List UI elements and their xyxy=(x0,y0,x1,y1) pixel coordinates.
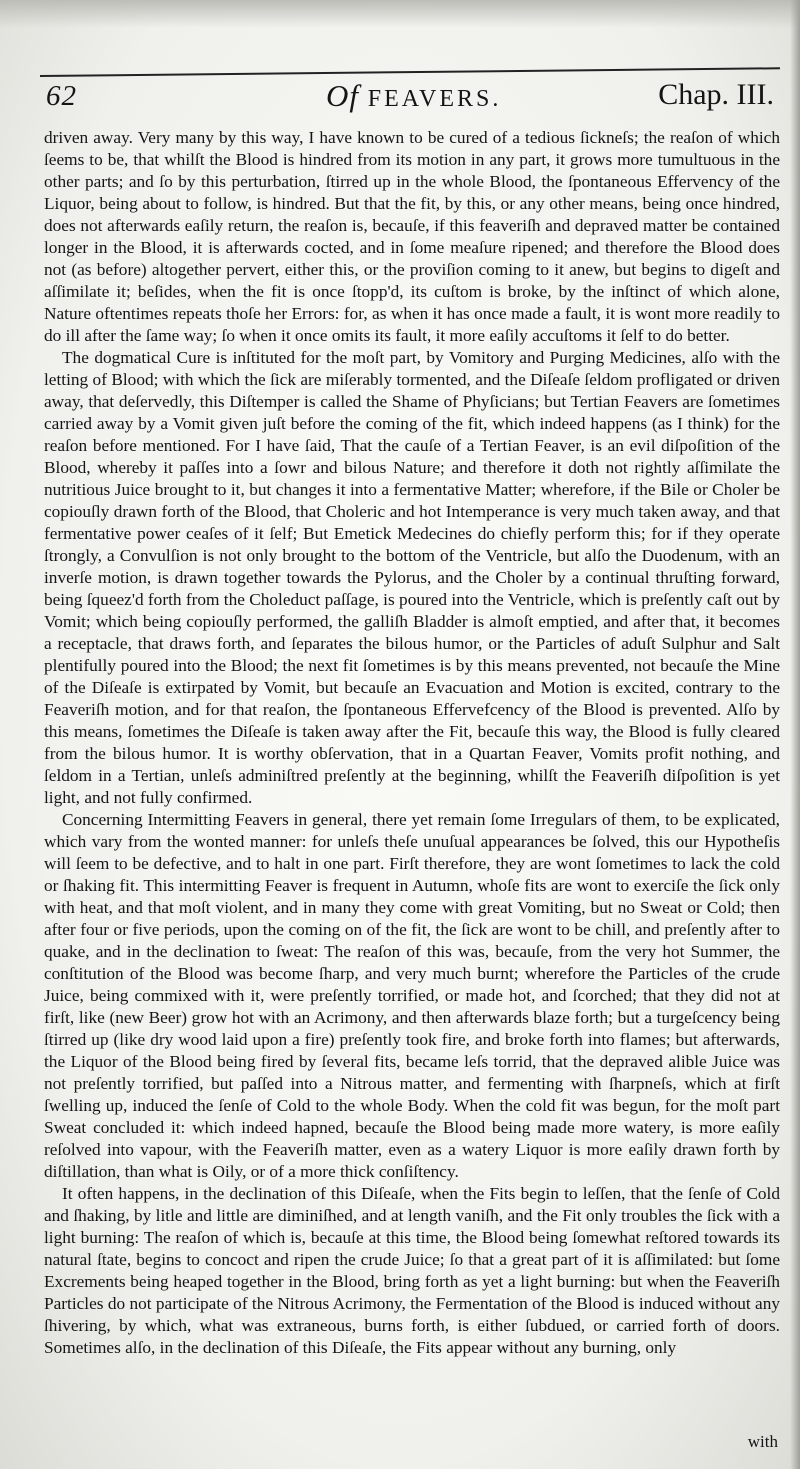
paragraph: The dogmatical Cure is inſtituted for the moſt part, by Vomitory and Purging Medicines, alſo with the letting of Blood; with which the ſick are miſerably tormented, and the Diſeaſe ſeldom profligated or driven away, that deſervedly, this Diſtemper is called the Shame of Phyſicians; but Tertian Feavers are ſometimes carried away by a Vomit given juſt before the coming of the fit, which indeed happens (as I think) for the reaſon before mentioned. For I have ſaid, That the cauſe of a Tertian Feaver, is an evil diſpoſition of the Blood, whereby it paſſes into a ſowr and bilous Nature; and therefore it doth not rightly aſſimilate the nutritious Juice brought to it, but changes it into a fermentative Matter; wherefore, if the Bile or Choler be copiouſly drawn forth of the Blood, that Choleric and hot Intemperance is very much taken away, and that fermentative power ceaſes of it ſelf; But Emetick Medecines do chiefly perform this; for if they operate ſtrongly, a Convulſion is not only brought to the bottom of the Ventricle, but alſo the Duodenum, with an inverſe motion, is drawn together towards the Pylorus, and the Choler by a continual thruſting forward, being ſqueez'd forth from the Choleduct paſſage, is poured into the Ventricle, which is preſently caſt out by Vomit; which being copiouſly performed, the galliſh Bladder is almoſt emptied, and after that, it becomes a receptacle, that draws forth, and ſeparates the bilous humor, or the Particles of aduſt Sulphur and Salt plentifully poured into the Blood; the next fit ſometimes is by this means prevented, not becauſe the Mine of the Diſeaſe is extirpated by Vomit, but becauſe an Evacuation and Motion is excited, contrary to the Feaveriſh motion, and for that reaſon, the ſpontaneous Effervefcency of the Blood is prevented. Alſo by this means, ſometimes the Diſeaſe is taken away after the Fit, becauſe this way, the Blood is fully cleared from the bilous humor. It is worthy obſervation, that in a Quartan Feaver, Vomits profit nothing, and ſeldom in a Tertian, unleſs adminiſtred preſently at the beginning, whilſt the Feaveriſh diſpoſition is yet light, and not fully confirmed. xyxy=(44,348,780,807)
paragraph: It often happens, in the declination of this Diſeaſe, when the Fits begin to leſſen, that the ſenſe of Cold and ſhaking, by litle and little are diminiſhed, and at length vaniſh, and the Fit only troubles the ſick with a light burning: The reaſon of which is, becauſe at this time, the Blood being ſomewhat reſtored towards its natural ſtate, begins to concoct and ripen the crude Juice; ſo that a great part of it is aſſimilated: but ſome Excrements being heaped together in the Blood, bring forth as yet a light burning: but when the Feaveriſh Particles do not participate of the Nitrous Acrimony, the Fermentation of the Blood is induced without any ſhivering, by which, what was extraneous, burns forth, is either ſubdued, or carried forth of doors. Sometimes alſo, in the declination of this Diſeaſe, the Fits appear without any burning, only xyxy=(44,1184,780,1357)
running-title xyxy=(326,78,501,114)
gutter-shadow xyxy=(790,0,800,1469)
paragraph: Concerning Intermitting Feavers in general, there yet remain ſome Irregulars of them, to be explicated, which vary from the wonted manner: for unleſs theſe unuſual appearances be ſolved, this our Hypotheſis will ſeem to be defective, and to halt in one part. Firſt therefore, they are wont ſometimes to lack the cold or ſhaking fit. This intermitting Feaver is frequent in Autumn, whoſe fits are wont to exerciſe the ſick only with heat, and that moſt violent, and in many they come with great Vomiting, but no Sweat or Cold; then after four or five periods, upon the coming on of the fit, the ſick are wont to be chill, and preſently after to quake, and in the declination to ſweat: The reaſon of this was, becauſe, from the very hot Summer, the conſtitution of the Blood was become ſharp, and very much burnt; wherefore the Particles of the crude Juice, being commixed with it, were preſently torrified, or made hot, and ſcorched; that they did not at firſt, like (new Beer) grow hot with an Acrimony, and then afterwards blaze forth; but a turgeſcency being ſtirred up (like dry wood laid upon a fire) preſently took fire, and broke forth into flames; but afterwards, the Liquor of the Blood being fired by ſeveral fits, became leſs torrid, that the depraved alible Juice was not preſently torrified, but paſſed into a Nitrous matter, and fermenting with ſharpneſs, which at firſt ſwelling up, induced the ſenſe of Cold to the whole Body. When the cold fit was begun, for the moſt part Sweat concluded it: which indeed hapned, becauſe the Blood being made more watery, is more eaſily reſolved into vapour, with the Feaveriſh matter, even as a watery Liquor is more eaſily drawn forth by diſtillation, than what is Oily, or of a more thick conſiſtency. xyxy=(44,810,780,1181)
page-edge-shadow xyxy=(0,0,800,28)
page-number: 62 xyxy=(46,80,77,112)
catchword: with xyxy=(747,1432,778,1451)
running-header xyxy=(40,70,780,124)
running-title-main: FEAVERS. xyxy=(367,86,502,112)
chapter-label: Chap. III. xyxy=(658,78,774,111)
header-rule xyxy=(40,67,780,77)
running-title-of: Of xyxy=(326,78,359,113)
paragraph: driven away. Very many by this way, I have known to be cured of a tedious ſickneſs; the reaſon of which ſeems to be, that whilſt the Blood is hindred from its motion in any part, it grows more tumultuous in the other parts; and ſo by this perturbation, ſtirred up in the whole Blood, the ſpontaneous Effervency of the Liquor, being about to follow, is hindred. But that the fit, by this, or any other means, being once hindred, does not afterwards eaſily return, the reaſon is, becauſe, if this feaveriſh and depraved matter be contained longer in the Blood, it is afterwards cocted, and in ſome meaſure ripened; and therefore the Blood does not (as before) altogether pervert, either this, or the proviſion coming to it anew, but begins to digeſt and aſſimilate it; beſides, when the fit is once ſtopp'd, its cuſtom is broke, by the inſtinct of which alone, Nature oftentimes repeats thoſe her Errors: for, as when it has once made a fault, it is wont more readily to do ill after the ſame way; ſo when it once omits its fault, it more eaſily accuſtoms it ſelf to do better. xyxy=(44,128,780,345)
body-text xyxy=(44,127,780,1359)
